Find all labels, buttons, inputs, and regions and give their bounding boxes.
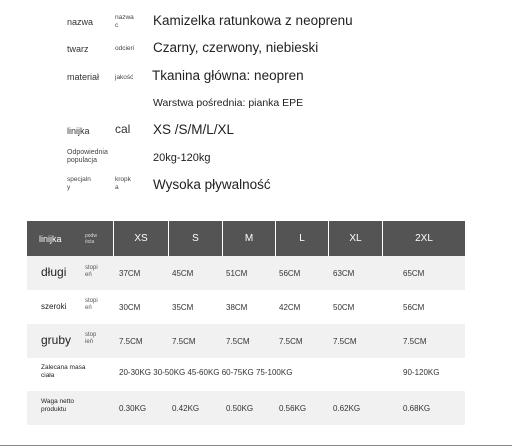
merged-cell: 20-30KG 30-50KG 45-60KG 60-75KG 75-100KG bbox=[119, 368, 293, 377]
spec-value-material: Tkanina główna: neopren bbox=[152, 68, 304, 83]
spec-value-material-2: Warstwa pośrednia: pianka EPE bbox=[153, 97, 304, 109]
table-cell: 0.50KG bbox=[226, 404, 254, 413]
header-label-cell bbox=[27, 221, 113, 256]
table-cell: 7.5CM bbox=[226, 337, 250, 346]
size-table bbox=[27, 221, 465, 425]
row-label: Waga netto bbox=[41, 398, 75, 405]
bottom-divider bbox=[0, 445, 512, 446]
row-label-2: produktu bbox=[41, 406, 67, 413]
spec-label-population-2: populacja bbox=[67, 157, 97, 164]
header-size-2xl: 2XL bbox=[382, 221, 465, 256]
spec-label-material: materiał bbox=[67, 72, 100, 82]
header-size-l: L bbox=[275, 221, 328, 256]
table-cell: 65CM bbox=[403, 269, 425, 278]
spec-value-name: Kamizelka ratunkowa z neoprenu bbox=[153, 13, 353, 28]
table-cell: 50CM bbox=[333, 303, 355, 312]
row-sublabel: stopi bbox=[85, 265, 98, 271]
spec-sublabel-name-2: c bbox=[115, 22, 119, 29]
spec-label-size: linijka bbox=[67, 126, 90, 136]
row-sublabel: stop bbox=[85, 332, 97, 338]
table-cell: 0.42KG bbox=[172, 404, 200, 413]
spec-label-color: twarz bbox=[67, 44, 89, 54]
header-sublabel: podw bbox=[85, 233, 97, 239]
table-cell: 0.62KG bbox=[333, 404, 361, 413]
table-cell: 7.5CM bbox=[172, 337, 196, 346]
header-label: linijka bbox=[39, 234, 62, 244]
table-cell: 38CM bbox=[226, 303, 248, 312]
spec-sublabel-name: nazwa bbox=[115, 14, 134, 21]
table-row-thickness bbox=[27, 324, 465, 358]
row-label: szeroki bbox=[41, 302, 67, 311]
row-label: Zalecana masa bbox=[41, 364, 86, 371]
row-sublabel-2: ień bbox=[85, 339, 94, 345]
table-cell: 30CM bbox=[119, 303, 141, 312]
row-sublabel-2: eń bbox=[85, 272, 92, 278]
spec-sublabel-material: jakość bbox=[115, 74, 134, 81]
row-sublabel-2: eń bbox=[85, 305, 92, 311]
table-cell: 7.5CM bbox=[119, 337, 143, 346]
table-cell: 56CM bbox=[403, 303, 425, 312]
spec-sublabel-special-2: a bbox=[115, 184, 119, 191]
row-label-2: ciała bbox=[41, 372, 55, 379]
spec-label-special: specjaln bbox=[67, 176, 91, 183]
row-sublabel: stopi bbox=[85, 298, 98, 304]
table-cell: 0.56KG bbox=[279, 404, 307, 413]
table-row-width bbox=[27, 290, 465, 324]
table-cell: 90-120KG bbox=[403, 368, 440, 377]
table-cell: 56CM bbox=[279, 269, 301, 278]
table-cell: 0.30KG bbox=[119, 404, 147, 413]
spec-value-size: XS /S/M/L/XL bbox=[153, 122, 235, 137]
table-cell: 45CM bbox=[172, 269, 194, 278]
row-label: gruby bbox=[41, 333, 72, 347]
header-size-xl: XL bbox=[328, 221, 382, 256]
spec-sublabel-size: cal bbox=[115, 122, 131, 136]
table-cell: 51CM bbox=[226, 269, 248, 278]
spec-label-special-2: y bbox=[67, 184, 71, 191]
spec-value-population: 20kg-120kg bbox=[153, 152, 211, 164]
header-size-s: S bbox=[168, 221, 222, 256]
header-size-m: M bbox=[222, 221, 275, 256]
spec-sublabel-special: kropk bbox=[115, 176, 131, 183]
spec-value-special: Wysoka pływalność bbox=[153, 177, 271, 192]
table-cell: 7.5CM bbox=[279, 337, 303, 346]
table-cell: 7.5CM bbox=[333, 337, 357, 346]
spec-value-color: Czarny, czerwony, niebieski bbox=[153, 40, 319, 55]
spec-label-name: nazwa bbox=[67, 17, 94, 27]
spec-label-population: Odpowiednia bbox=[67, 149, 108, 156]
table-cell: 7.5CM bbox=[403, 337, 427, 346]
table-cell: 0.68KG bbox=[403, 404, 431, 413]
table-cell: 42CM bbox=[279, 303, 301, 312]
row-label: długi bbox=[41, 265, 67, 279]
table-row-net-weight bbox=[27, 391, 465, 425]
header-size-xs: XS bbox=[113, 221, 168, 256]
spec-sublabel-color: odcieri bbox=[115, 45, 135, 52]
table-cell: 35CM bbox=[172, 303, 194, 312]
table-row-weight-range bbox=[27, 358, 465, 391]
header-sublabel-2: ócia bbox=[85, 239, 95, 245]
table-row-length bbox=[27, 256, 465, 290]
table-cell: 63CM bbox=[333, 269, 355, 278]
table-cell: 37CM bbox=[119, 269, 141, 278]
